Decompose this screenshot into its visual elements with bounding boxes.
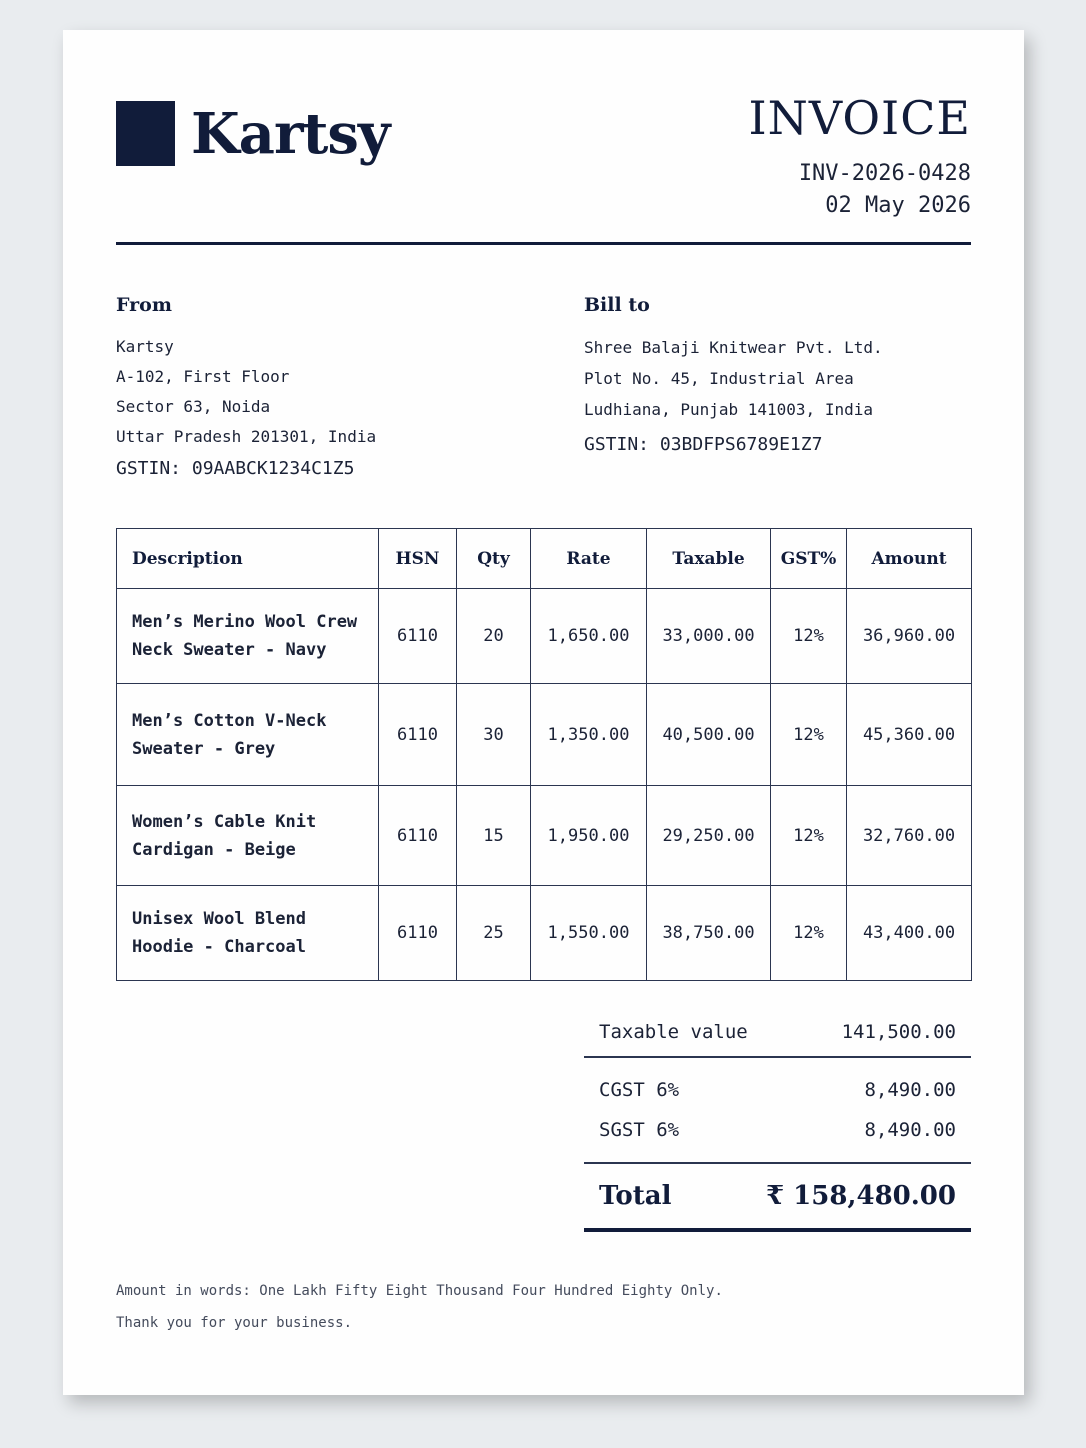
sgst-label: SGST 6%: [599, 1119, 680, 1141]
column-header-amount: Amount: [847, 529, 972, 589]
totals-section: [584, 1008, 971, 1232]
item-description: [117, 786, 379, 886]
column-header-rate: Rate: [531, 529, 647, 589]
line-items-table: [116, 528, 972, 981]
column-header-gst: GST%: [771, 529, 847, 589]
sgst-amount: 8,490.00: [864, 1119, 956, 1141]
item-rate: 1,350.00: [531, 684, 647, 786]
item-qty: 20: [457, 589, 531, 684]
grand-total-amount: ₹ 158,480.00: [766, 1181, 956, 1211]
taxable-value-label: Taxable value: [599, 1021, 748, 1043]
item-amount: 43,400.00: [847, 886, 972, 981]
column-header-taxable: Taxable: [647, 529, 771, 589]
item-amount: 32,760.00: [847, 786, 972, 886]
item-qty: 30: [457, 684, 531, 786]
item-rate: 1,950.00: [531, 786, 647, 886]
grand-total-label: Total: [599, 1181, 672, 1211]
table-row: [117, 786, 972, 886]
column-header-qty: Qty: [457, 529, 531, 589]
item-description-line: Men’s Merino Wool Crew: [132, 612, 358, 632]
item-taxable: 33,000.00: [647, 589, 771, 684]
from-line: Sector 63, Noida: [116, 397, 271, 416]
totals-divider: [584, 1056, 971, 1058]
item-description: [117, 589, 379, 684]
item-gst: 12%: [771, 684, 847, 786]
bill-to-line: Ludhiana, Punjab 141003, India: [584, 400, 873, 419]
item-hsn: 6110: [379, 886, 457, 981]
cgst-label: CGST 6%: [599, 1079, 680, 1101]
item-description-line: Unisex Wool Blend: [132, 909, 306, 929]
table-header-row: [117, 529, 972, 589]
item-taxable: 40,500.00: [647, 684, 771, 786]
taxable-value-amount: 141,500.00: [841, 1021, 956, 1043]
invoice-number: INV-2026-0428: [798, 161, 971, 186]
from-line: Kartsy: [116, 337, 174, 356]
item-hsn: 6110: [379, 684, 457, 786]
thank-you-note: Thank you for your business.: [116, 1315, 353, 1331]
brand-name: Kartsy: [191, 101, 390, 167]
cgst-row: [584, 1070, 971, 1110]
from-line: A-102, First Floor: [116, 367, 290, 386]
item-description-line: Hoodie - Charcoal: [132, 937, 306, 957]
invoice-date: 02 May 2026: [825, 193, 971, 218]
item-hsn: 6110: [379, 589, 457, 684]
header-divider: [116, 242, 971, 245]
item-gst: 12%: [771, 886, 847, 981]
item-amount: 36,960.00: [847, 589, 972, 684]
from-heading: From: [116, 294, 172, 316]
item-qty: 15: [457, 786, 531, 886]
item-description-line: Sweater - Grey: [132, 738, 276, 759]
cgst-amount: 8,490.00: [864, 1079, 956, 1101]
bill-to-line: Plot No. 45, Industrial Area: [584, 369, 854, 388]
taxable-value-row: [584, 1008, 971, 1056]
from-section: [116, 292, 376, 484]
from-line: Uttar Pradesh 201301, India: [116, 427, 377, 446]
grand-total-underline: [584, 1228, 971, 1232]
bill-to-heading: Bill to: [584, 294, 650, 316]
table-row: [117, 886, 972, 981]
item-description: [117, 684, 379, 786]
bill-to-line: Shree Balaji Knitwear Pvt. Ltd.: [584, 338, 883, 357]
logo-mark: [116, 101, 175, 166]
sgst-row: [584, 1110, 971, 1150]
column-header-hsn: HSN: [379, 529, 457, 589]
bill-to-section: [584, 292, 883, 460]
item-amount: 45,360.00: [847, 684, 972, 786]
item-description-line: Men’s Cotton V-Neck: [132, 710, 327, 731]
item-qty: 25: [457, 886, 531, 981]
column-header-description: Description: [117, 529, 379, 589]
invoice-meta: [799, 158, 971, 222]
item-description-line: Neck Sweater - Navy: [132, 640, 327, 660]
document-title: INVOICE: [748, 91, 971, 145]
item-taxable: 38,750.00: [647, 886, 771, 981]
item-gst: 12%: [771, 786, 847, 886]
item-description-line: Women’s Cable Knit: [132, 811, 317, 832]
table-row: [117, 589, 972, 684]
from-gstin: GSTIN: 09AABCK1234C1Z5: [116, 458, 355, 479]
item-rate: 1,650.00: [531, 589, 647, 684]
item-description: [117, 886, 379, 981]
item-taxable: 29,250.00: [647, 786, 771, 886]
invoice-page: [63, 30, 1024, 1395]
table-row: [117, 684, 972, 786]
amount-in-words: Amount in words: One Lakh Fifty Eight Thousand Four Hundred Eighty Only.: [116, 1283, 723, 1299]
item-description-line: Cardigan - Beige: [132, 839, 296, 860]
grand-total-row: [584, 1164, 971, 1228]
bill-to-gstin: GSTIN: 03BDFPS6789E1Z7: [584, 434, 823, 455]
item-gst: 12%: [771, 589, 847, 684]
item-hsn: 6110: [379, 786, 457, 886]
item-rate: 1,550.00: [531, 886, 647, 981]
